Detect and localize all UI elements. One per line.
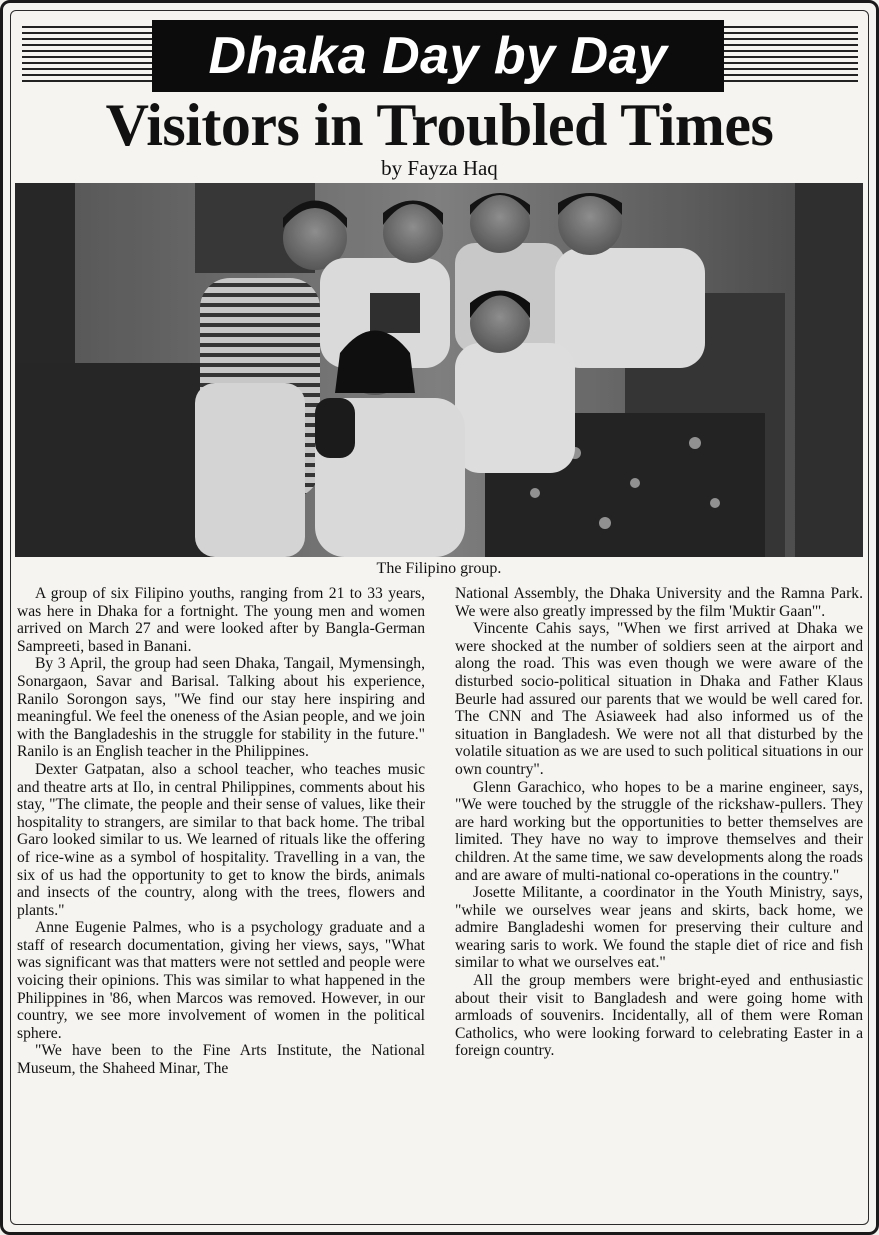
paragraph: Glenn Garachico, who hopes to be a marine engineer, says, "We were touched by the struggle of the rickshaw-pullers. They are hard working but the opportunities to better themselves are limited. They have no way to improve themselves and their children. At the same time, we saw developments along the roads and are aware of multi-national co-operations in the country." xyxy=(455,778,863,884)
article-column-left xyxy=(17,585,425,1078)
paragraph-continued: National Assembly, the Dhaka University and the Ramna Park. We were also greatly impressed by the film 'Muktir Gaan'". xyxy=(455,585,863,620)
paragraph: By 3 April, the group had seen Dhaka, Tangail, Mymensingh, Sonargaon, Savar and Barisal. Talking about his experience, Ranilo Sorongon says, "We find our stay here inspiring and meaningful. We feel the oneness of the Asian people, and we join with the Bangladeshis in the struggle for stability in the future." Ranilo is an English teacher in the Philippines. xyxy=(17,655,425,761)
group-photo xyxy=(15,183,863,557)
kicker-banner xyxy=(152,20,724,92)
kicker-text: Dhaka Day by Day xyxy=(208,27,668,85)
kicker-rule-left xyxy=(22,26,152,86)
byline: by Fayza Haq xyxy=(381,156,498,180)
paragraph: A group of six Filipino youths, ranging from 21 to 33 years, was here in Dhaka for a fortnight. The young men and women arrived on March 27 and were looked after by Bangla-German Sampreeti, based in Banani. xyxy=(17,585,425,655)
paragraph: Anne Eugenie Palmes, who is a psychology graduate and a staff of research documentation, giving her views, says, "What was significant was that matters were not settled and people were voicing their opinions. This was similar to what happened in the Philippines in '86, when Marcos was removed. However, in our country, we see more involvement of women in the political sphere. xyxy=(17,919,425,1042)
photo-caption: The Filipino group. xyxy=(376,560,502,577)
paragraph: Josette Militante, a coordinator in the Youth Ministry, says, "while we ourselves wear jeans and skirts, back home, we admire Bangladeshi women for preserving their culture and wearing saris to work. We found the staple diet of rice and fish similar to what we ourselves eat." xyxy=(455,884,863,972)
kicker-rule-right xyxy=(724,26,858,86)
group-photo-image xyxy=(15,183,863,557)
paragraph: "We have been to the Fine Arts Institute, the National Museum, the Shaheed Minar, The xyxy=(17,1042,425,1078)
paragraph: Dexter Gatpatan, also a school teacher, who teaches music and theatre arts at Ilo, in central Philippines, comments about his stay, "The climate, the people and their sense of values, like their hospitality to strangers, are similar to that back home. The tribal Garo looked similar to us. We learned of rituals like the offering of rice-wine as a symbol of hospitality. Travelling in a van, the six of us had the opportunity to get to know the birds, animals and insects of the country, along with the trees, flowers and plants." xyxy=(17,760,425,919)
article-column-right xyxy=(455,585,863,1060)
paragraph: All the group members were bright-eyed and enthusiastic about their visit to Bangladesh and were going home with armloads of souvenirs. Incidentally, all of them were Roman Catholics, who were looking forward to celebrating Easter in a foreign country. xyxy=(455,972,863,1060)
paragraph: Vincente Cahis says, "When we first arrived at Dhaka we were shocked at the number of soldiers seen at the airport and along the road. This was even though we were aware of the disturbed socio-political situation in Dhaka and Father Klaus Beurle had assured our parents that we would be well cared for. The CNN and The Asiaweek had also informed us of the situation in Bangladesh. We were not all that disturbed by the volatile situation as we are used to such political situations in our own country". xyxy=(455,620,863,778)
headline: Visitors in Troubled Times xyxy=(105,92,774,158)
